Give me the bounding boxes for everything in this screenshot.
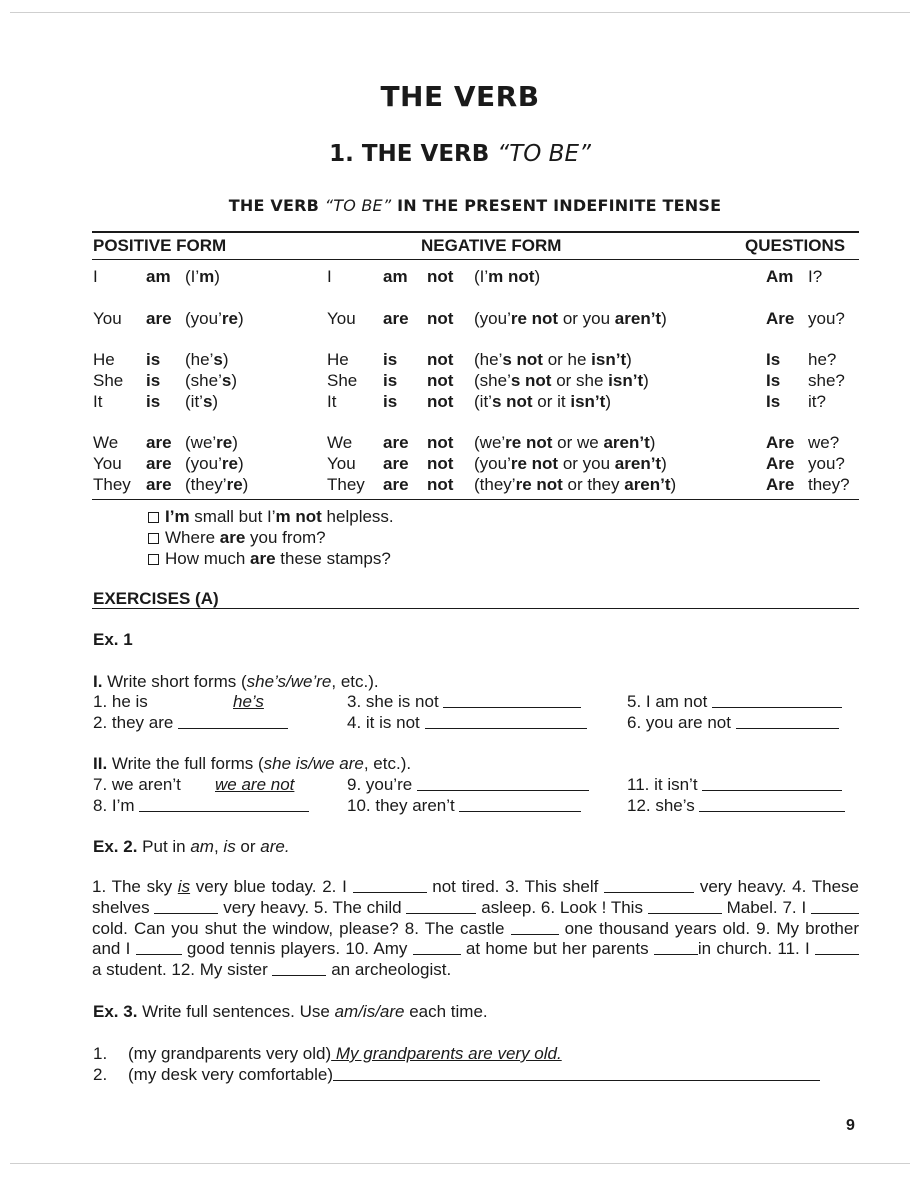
- page-number: 9: [846, 1117, 855, 1134]
- answer-blank[interactable]: [736, 713, 839, 729]
- pronoun: I: [93, 267, 98, 286]
- negative-not: not: [427, 433, 454, 452]
- answer-blank[interactable]: [136, 939, 182, 955]
- ex3-item-2: (my desk very comfortable): [128, 1064, 820, 1085]
- verb-form: is: [146, 350, 161, 369]
- ex3-item-1-num: 1.: [93, 1044, 108, 1063]
- short-form: (I’m): [185, 267, 220, 286]
- pronoun: It: [93, 392, 103, 411]
- question-verb: Is: [766, 392, 781, 411]
- negative-short-form: (we’re not or we aren’t): [474, 433, 656, 452]
- negative-verb: are: [383, 309, 409, 328]
- example-list: [148, 506, 394, 569]
- ex1-item-10: 10. they aren’t: [347, 795, 581, 816]
- question-verb: Is: [766, 371, 781, 390]
- verb-form: am: [146, 267, 171, 286]
- answer-blank[interactable]: [413, 939, 461, 955]
- verb-form: is: [146, 392, 161, 411]
- verb-form: are: [146, 475, 172, 494]
- table-top-rule: [92, 231, 859, 233]
- short-form: (they’re): [185, 475, 249, 494]
- negative-verb: is: [383, 350, 398, 369]
- short-form: (he’s): [185, 350, 229, 369]
- pronoun: You: [93, 309, 122, 328]
- answer-blank[interactable]: [654, 939, 698, 955]
- answer-blank[interactable]: [417, 775, 589, 791]
- question-verb: Am: [766, 267, 794, 286]
- negative-not: not: [427, 309, 454, 328]
- exercises-heading: EXERCISES (A): [93, 589, 219, 608]
- question-pronoun: you?: [808, 309, 845, 328]
- ex2-example-answer: is: [177, 877, 191, 896]
- answer-blank[interactable]: [511, 919, 559, 935]
- exercises-rule: [92, 608, 859, 609]
- negative-verb: am: [383, 267, 408, 286]
- pronoun: She: [93, 371, 124, 390]
- question-pronoun: they?: [808, 475, 850, 494]
- short-form: (it’s): [185, 392, 219, 411]
- ex2-instruction: Ex. 2. Put in am, is or are.: [93, 837, 290, 856]
- pronoun: You: [93, 454, 122, 473]
- ex1-item-7: 7. we aren’t: [93, 775, 181, 794]
- header-questions: QUESTIONS: [745, 236, 846, 255]
- chapter-title: 1. THE VERB “TO BE”: [329, 141, 591, 167]
- negative-short-form: (it’s not or it isn’t): [474, 392, 611, 411]
- answer-blank[interactable]: [459, 796, 581, 812]
- ex1-item-1: 1. he is: [93, 692, 148, 711]
- short-form: (we’re): [185, 433, 238, 452]
- short-form: (she’s): [185, 371, 237, 390]
- negative-verb: are: [383, 454, 409, 473]
- ex1-item-4: 4. it is not: [347, 712, 587, 733]
- answer-blank[interactable]: [443, 692, 581, 708]
- question-verb: Is: [766, 350, 781, 369]
- page-bottom-rule: [10, 1163, 910, 1164]
- negative-pronoun: She: [327, 371, 358, 390]
- negative-short-form: (he’s not or he isn’t): [474, 350, 632, 369]
- answer-blank[interactable]: [139, 796, 309, 812]
- table-header-rule: [92, 259, 859, 260]
- pronoun: They: [93, 475, 131, 494]
- question-pronoun: we?: [808, 433, 840, 452]
- negative-not: not: [427, 267, 454, 286]
- question-verb: Are: [766, 309, 795, 328]
- ex3-item-2-num: 2.: [93, 1065, 108, 1084]
- answer-blank[interactable]: [154, 898, 218, 914]
- ex3-item-1-answer: My grandparents are very old.: [331, 1044, 562, 1063]
- checkbox-icon: [148, 512, 159, 523]
- answer-blank[interactable]: [178, 713, 288, 729]
- ex1-label: Ex. 1: [93, 630, 133, 649]
- ex1-item-6: 6. you are not: [627, 712, 839, 733]
- negative-pronoun: You: [327, 309, 356, 328]
- answer-blank[interactable]: [699, 796, 845, 812]
- negative-pronoun: It: [327, 392, 337, 411]
- answer-blank[interactable]: [425, 713, 587, 729]
- ex3-instruction: Ex. 3. Write full sentences. Use am/is/are each time.: [93, 1002, 488, 1021]
- ex2-paragraph: 1. The sky is very blue today. 2. I not tired. 3. This shelf very heavy. 4. These shelves very heavy. 5. The child asleep. 6. Look ! This Mabel. 7. I cold. Can you shut the window, please? 8. The castle one thousand years old. 9. My brother and I good tennis players. 10. Amy at home but her parents in church. 11. I a student. 12. My sister an archeologist.: [92, 877, 859, 980]
- ex1-part1-instruction: I. Write short forms (she’s/we’re, etc.).: [93, 672, 379, 691]
- example-item: Where are you from?: [148, 527, 394, 548]
- answer-blank[interactable]: [406, 898, 476, 914]
- negative-not: not: [427, 350, 454, 369]
- checkbox-icon: [148, 554, 159, 565]
- negative-short-form: (she’s not or she isn’t): [474, 371, 649, 390]
- short-form: (you’re): [185, 309, 244, 328]
- negative-short-form: (I’m not): [474, 267, 541, 286]
- answer-blank[interactable]: [712, 692, 842, 708]
- answer-blank[interactable]: [333, 1065, 820, 1081]
- negative-not: not: [427, 371, 454, 390]
- page-top-rule: [10, 12, 910, 13]
- verb-form: are: [146, 454, 172, 473]
- verb-form: are: [146, 309, 172, 328]
- negative-pronoun: You: [327, 454, 356, 473]
- page-title: THE VERB: [380, 80, 540, 113]
- pronoun: We: [93, 433, 119, 452]
- negative-verb: are: [383, 433, 409, 452]
- negative-pronoun: I: [327, 267, 332, 286]
- checkbox-icon: [148, 533, 159, 544]
- ex1-item-7-answer: we are not: [215, 775, 295, 794]
- ex1-item-3: 3. she is not: [347, 691, 581, 712]
- section-heading: THE VERB “TO BE” IN THE PRESENT INDEFINITE TENSE: [228, 196, 722, 215]
- answer-blank[interactable]: [272, 960, 326, 976]
- answer-blank[interactable]: [702, 775, 842, 791]
- ex1-item-1-answer: he’s: [233, 692, 264, 711]
- example-item: I’m small but I’m not helpless.: [148, 506, 394, 527]
- negative-short-form: (you’re not or you aren’t): [474, 309, 667, 328]
- ex1-item-9: 9. you’re: [347, 774, 589, 795]
- header-negative-form: NEGATIVE FORM: [421, 236, 562, 255]
- negative-pronoun: They: [327, 475, 365, 494]
- ex1-item-8: 8. I’m: [93, 795, 309, 816]
- negative-verb: are: [383, 475, 409, 494]
- negative-verb: is: [383, 392, 398, 411]
- negative-short-form: (you’re not or you aren’t): [474, 454, 667, 473]
- negative-not: not: [427, 392, 454, 411]
- ex1-item-11: 11. it isn’t: [627, 774, 842, 795]
- ex1-item-2: 2. they are: [93, 712, 288, 733]
- header-positive-form: POSITIVE FORM: [93, 236, 227, 255]
- answer-blank[interactable]: [604, 877, 694, 893]
- pronoun: He: [93, 350, 115, 369]
- ex1-item-12: 12. she’s: [627, 795, 845, 816]
- question-verb: Are: [766, 475, 795, 494]
- verb-form: is: [146, 371, 161, 390]
- question-pronoun: he?: [808, 350, 837, 369]
- negative-verb: is: [383, 371, 398, 390]
- answer-blank[interactable]: [815, 939, 859, 955]
- negative-pronoun: We: [327, 433, 353, 452]
- question-verb: Are: [766, 433, 795, 452]
- ex3-item-1: (my grandparents very old) My grandparents are very old.: [128, 1044, 562, 1063]
- ex1-item-5: 5. I am not: [627, 691, 842, 712]
- question-pronoun: it?: [808, 392, 826, 411]
- negative-short-form: (they’re not or they aren’t): [474, 475, 677, 494]
- short-form: (you’re): [185, 454, 244, 473]
- negative-pronoun: He: [327, 350, 349, 369]
- answer-blank[interactable]: [648, 898, 722, 914]
- example-item: How much are these stamps?: [148, 548, 394, 569]
- ex1-part2-instruction: II. Write the full forms (she is/we are, etc.).: [93, 754, 412, 773]
- verb-form: are: [146, 433, 172, 452]
- question-verb: Are: [766, 454, 795, 473]
- answer-blank[interactable]: [811, 898, 859, 914]
- answer-blank[interactable]: [353, 877, 427, 893]
- question-pronoun: I?: [808, 267, 823, 286]
- negative-not: not: [427, 475, 454, 494]
- question-pronoun: she?: [808, 371, 845, 390]
- table-bottom-rule: [92, 499, 859, 500]
- question-pronoun: you?: [808, 454, 845, 473]
- negative-not: not: [427, 454, 454, 473]
